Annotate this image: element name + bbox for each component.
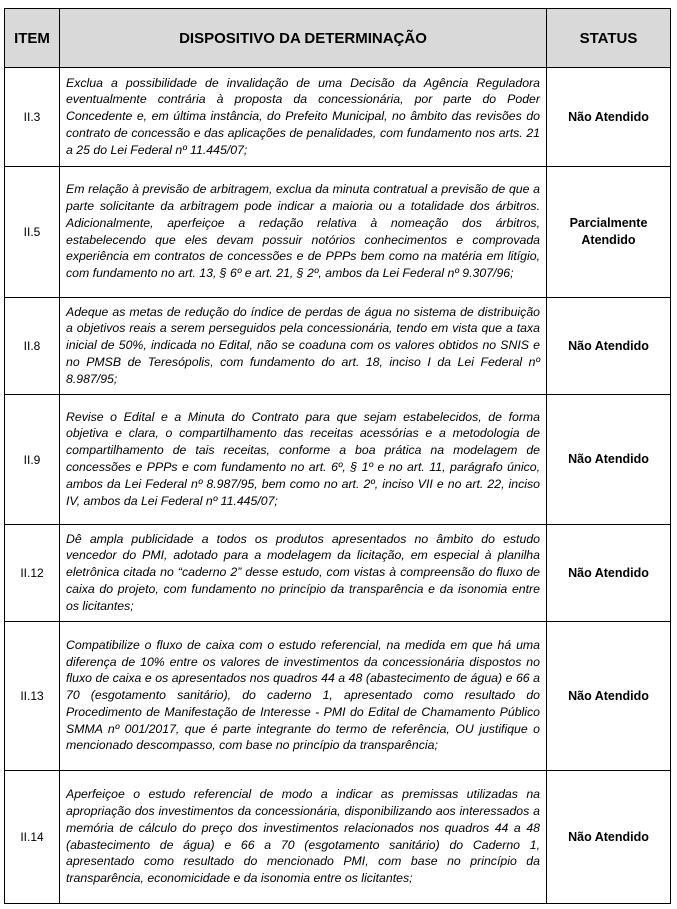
table-row [5,68,671,167]
row-status: Não Atendido [547,68,671,167]
row-status: Não Atendido [547,622,671,771]
row-dispositivo: Compatibilize o fluxo de caixa com o estudo referencial, na medida em que há uma diferença de 10% entre os valores de investimentos da concessionária dispostos no fluxo de caixa e os apresentados nos quadros 44 a 48 (abastecimento de água) e 66 a 70 (esgotamento sanitário), do caderno 1, apresentado como resultado do Procedimento de Manifestação de Interesse - PMI do Edital de Chamamento Público SMMA nº 001/2017, que é parte integrante do termo de referência, OU justifique o mencionado descompasso, com base no princípio da transparência; [60,622,547,771]
row-status: Não Atendido [547,771,671,904]
row-item: II.5 [5,167,60,298]
row-dispositivo: Exclua a possibilidade de invalidação de uma Decisão da Agência Reguladora eventualmente contrária à proposta da concessionária, por parte do Poder Concedente e, em última instância, do Prefeito Municipal, no âmbito das revisões do contrato de concessão e das aplicações de penalidades, com fundamento nos arts. 21 a 25 do Lei Federal nº 11.445/07; [60,68,547,167]
header-dispositivo: DISPOSITIVO DA DETERMINAÇÃO [60,9,547,68]
table-header-row [5,9,671,68]
row-item: II.13 [5,622,60,771]
row-status: Não Atendido [547,298,671,395]
table-row [5,771,671,904]
determination-table-container [4,8,670,904]
row-item: II.3 [5,68,60,167]
row-status: Não Atendido [547,525,671,622]
row-dispositivo: Adeque as metas de redução do índice de perdas de água no sistema de distribuição a objetivos reais a serem perseguidos pela concessionária, tendo em vista que a taxa inicial de 50%, indicada no Edital, não se coaduna com os valores obtidos no SNIS e no PMSB de Teresópolis, com fundamento do art. 18, inciso I da Lei Federal nº 8.987/95; [60,298,547,395]
row-item: II.9 [5,395,60,525]
row-dispositivo: Revise o Edital e a Minuta do Contrato para que sejam estabelecidos, de forma objetiva e clara, o compartilhamento das receitas acessórias e a metodologia de compartilhamento de tais receitas, conforme a boa prática na modelagem de concessões e PPPs e com fundamento no art. 6º, § 1º e no art. 11, parágrafo único, ambos da Lei Federal nº 8.987/95, bem como no art. 2º, inciso VII e no art. 22, inciso IV, ambos da Lei Federal nº 11.445/07; [60,395,547,525]
header-item: ITEM [5,9,60,68]
row-dispositivo: Dê ampla publicidade a todos os produtos apresentados no âmbito do estudo vencedor do PMI, adotado para a modelagem da licitação, em especial à planilha eletrônica citada no “caderno 2” desse estudo, com vistas à compreensão do fluxo de caixa do projeto, com fundamento no princípio da transparência e da isonomia entre os licitantes; [60,525,547,622]
row-dispositivo: Aperfeiçoe o estudo referencial de modo a indicar as premissas utilizadas na apropriação dos investimentos da concessionária, disponibilizando aos interessados a memória de cálculo do preço dos investimentos relacionados nos quadros 44 a 48 (abastecimento de água) e 66 a 70 (esgotamento sanitário) do Caderno 1, apresentado como resultado do mencionado PMI, com base no princípio da transparência, economicidade e da isonomia entre os licitantes; [60,771,547,904]
row-dispositivo: Em relação à previsão de arbitragem, exclua da minuta contratual a previsão de que a parte solicitante da arbitragem pode indicar a maioria ou a totalidade dos árbitros. Adicionalmente, aperfeiçoe a redação relativa à nomeação dos árbitros, estabelecendo que eles devam possuir notórios conhecimentos e comprovada experiência em contratos de concessões e de PPPs bem como na matéria em litígio, com fundamento no art. 13, § 6º e art. 21, § 2º, ambos da Lei Federal nº 9.307/96; [60,167,547,298]
row-item: II.12 [5,525,60,622]
row-status: Parcialmente Atendido [547,167,671,298]
table-row [5,298,671,395]
header-status: STATUS [547,9,671,68]
table-row [5,622,671,771]
row-status: Não Atendido [547,395,671,525]
table-row [5,395,671,525]
row-item: II.14 [5,771,60,904]
determination-table [4,8,671,904]
table-row [5,525,671,622]
table-row [5,167,671,298]
row-item: II.8 [5,298,60,395]
